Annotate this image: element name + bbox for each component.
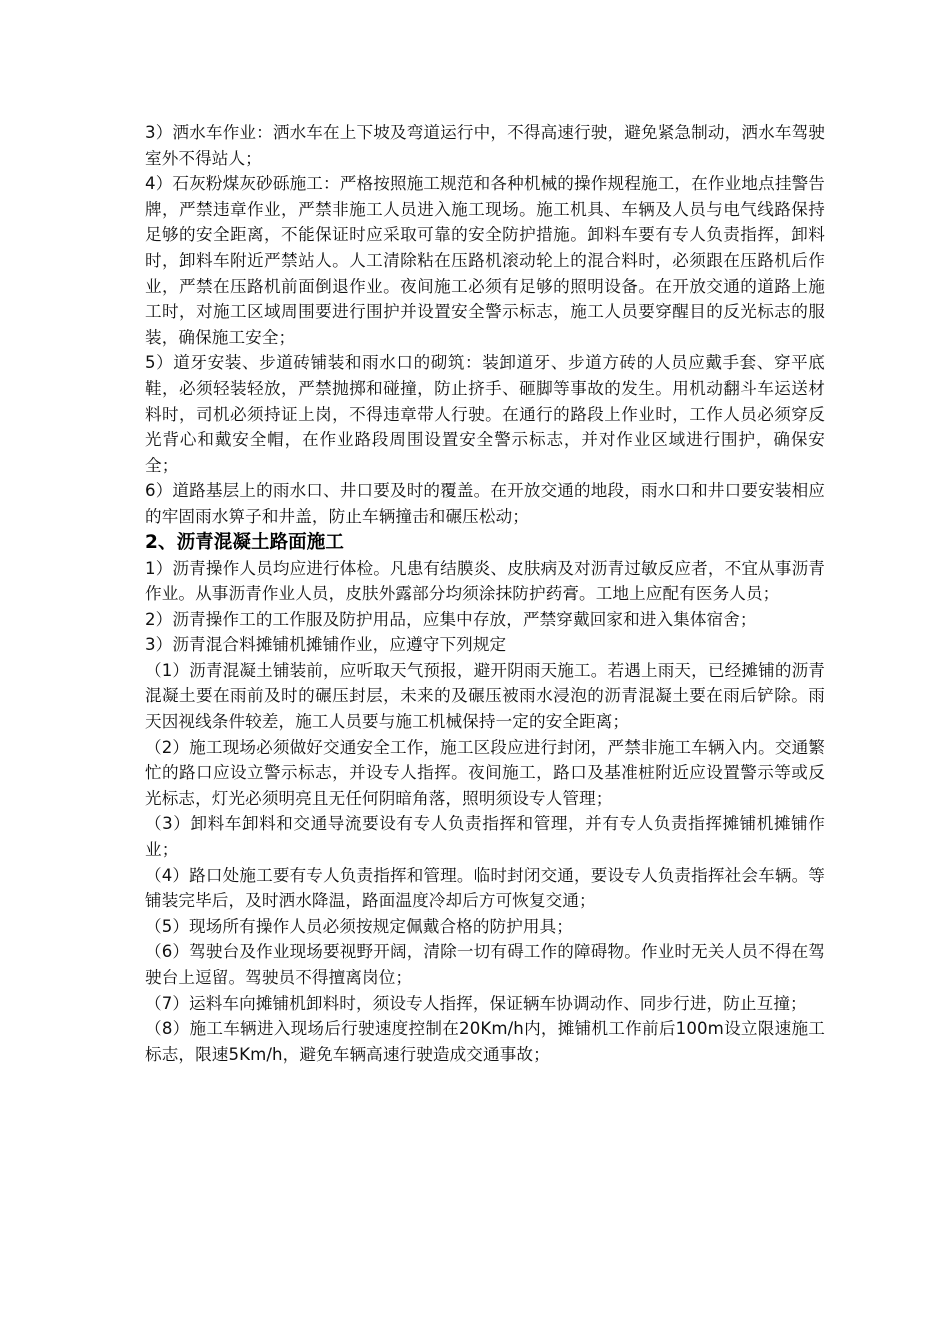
paragraph-subitem-6-driver-platform: （6）驾驶台及作业现场要视野开阔，清除一切有碍工作的障碍物。作业时无关人员不得在驾驶台上逗留。驾驶员不得擅离岗位； bbox=[145, 942, 825, 987]
paragraph-item-5-curb-installation: 5）道牙安装、步道砖铺装和雨水口的砌筑：装卸道牙、步道方砖的人员应戴手套、穿平底鞋，必须轻装轻放，严禁抛掷和碰撞，防止挤手、砸脚等事故的发生。用机动翻斗车运送材料时，司机必须持证上岗，不得违章带人行驶。在通行的路段上作业时，工作人员必须穿反光背心和戴安全帽，在作业路段周围设置安全警示标志，并对作业区域进行围护，确保安全； bbox=[145, 353, 825, 475]
paragraph-subitem-2-traffic-safety: （2）施工现场必须做好交通安全工作，施工区段应进行封闭，严禁非施工车辆入内。交通繁忙的路口应设立警示标志，并设专人指挥。夜间施工，路口及基准桩附近应设置警示等或反光标志，灯光必须明亮且无任何阴暗角落，照明须设专人管理； bbox=[145, 737, 825, 808]
paragraph-subitem-4-intersection: （4）路口处施工要有专人负责指挥和管理。临时封闭交通，要设专人负责指挥社会车辆。等铺装完毕后，及时洒水降温，路面温度冷却后方可恢复交通； bbox=[145, 865, 825, 911]
section-heading: 2、沥青混凝土路面施工 bbox=[145, 531, 344, 553]
paragraph-item-4-lime-fly-ash: 4）石灰粉煤灰砂砾施工：严格按照施工规范和各种机械的操作规程施工，在作业地点挂警告牌，严禁违章作业，严禁非施工人员进入施工现场。施工机具、车辆及人员与电气线路保持足够的安全距离，不能保证时应采取可靠的安全防护措施。卸料车要有专人负责指挥，卸料时，卸料车附近严禁站人。人工清除粘在压路机滚动轮上的混合料时，必须跟在压路机后作业，严禁在压路机前面倒退作业。夜间施工必须有足够的照明设备。在开放交通的道路上施工时，对施工区域周围要进行围护并设置安全警示标志，施工人员要穿醒目的反光标志的服装，确保施工安全； bbox=[145, 174, 825, 347]
paragraph-item-6-manhole-covers: 6）道路基层上的雨水口、井口要及时的覆盖。在开放交通的地段，雨水口和井口要安装相应的牢固雨水箅子和井盖，防止车辆撞击和碾压松动； bbox=[145, 481, 825, 526]
paragraph-subitem-7-truck-unloading: （7）运料车向摊铺机卸料时，须设专人指挥，保证辆车协调动作、同步行进，防止互撞； bbox=[145, 993, 807, 1013]
paragraph-item-2-workwear: 2）沥青操作工的工作服及防护用品，应集中存放，严禁穿戴回家和进入集体宿舍； bbox=[145, 609, 757, 629]
paragraph-subitem-3-unloading: （3）卸料车卸料和交通导流要设有专人负责指挥和管理，并有专人负责指挥摊铺机摊铺作业； bbox=[145, 814, 825, 860]
paragraph-item-3-paver-rules: 3）沥青混合料摊铺机摊铺作业，应遵守下列规定 bbox=[145, 635, 507, 655]
paragraph-subitem-8-speed-limit: （8）施工车辆进入现场后行驶速度控制在20Km/h内，摊铺机工作前后100m设立限速施工标志，限速5Km/h，避免车辆高速行驶造成交通事故； bbox=[145, 1019, 825, 1064]
paragraph-item-3-sprinkler: 3）洒水车作业：洒水车在上下坡及弯道运行中，不得高速行驶，避免紧急制动，洒水车驾驶室外不得站人； bbox=[145, 123, 825, 168]
paragraph-item-1-health-check: 1）沥青操作人员均应进行体检。凡患有结膜炎、皮肤病及对沥青过敏反应者，不宜从事沥青作业。从事沥青作业人员，皮肤外露部分均须涂抹防护药膏。工地上应配有医务人员； bbox=[145, 558, 825, 604]
paragraph-subitem-5-protective-gear: （5）现场所有操作人员必须按规定佩戴合格的防护用具； bbox=[145, 916, 573, 936]
document-page bbox=[145, 120, 825, 1067]
paragraph-subitem-1-weather: （1）沥青混凝土铺装前，应听取天气预报，避开阴雨天施工。若遇上雨天，已经摊铺的沥青混凝土要在雨前及时的碾压封层，未来的及碾压被雨水浸泡的沥青混凝土要在雨后铲除。雨天因视线条件较差，施工人员要与施工机械保持一定的安全距离； bbox=[145, 660, 825, 732]
